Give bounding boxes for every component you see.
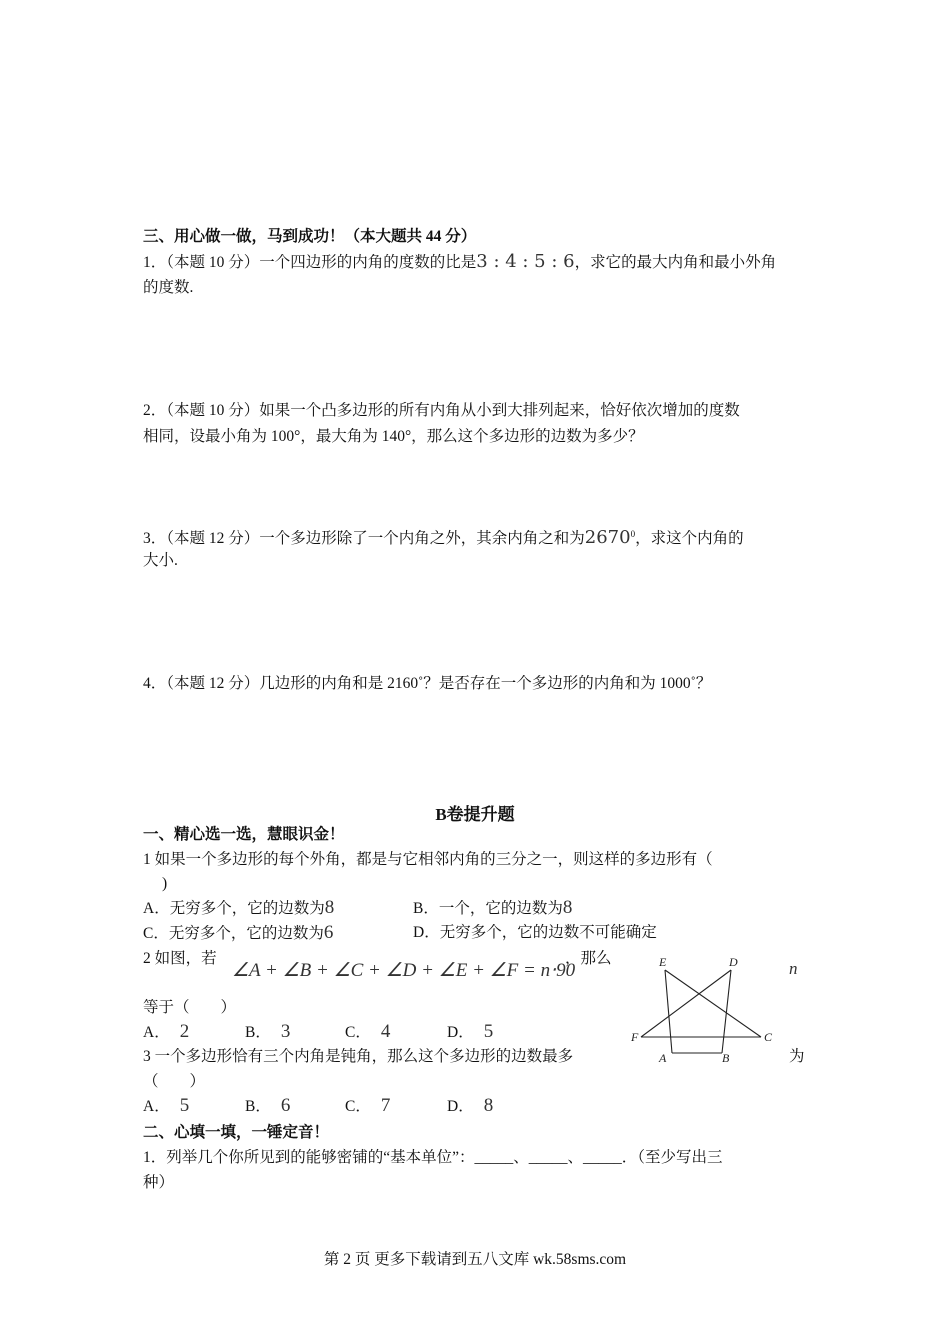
b-question-3-wei: 为	[789, 1048, 805, 1065]
segment-d-b	[722, 970, 731, 1053]
question-3-text: 3．（本题 12 分）一个多边形除了一个内角之外，其余内角之和为	[143, 530, 585, 548]
geometry-figure	[625, 950, 785, 1070]
label-c: C	[764, 1030, 773, 1044]
question-1-text: 1．（本题 10 分）一个四边形的内角的度数的比是	[143, 254, 477, 271]
b-q3-option-b: B． 6	[245, 1095, 291, 1116]
label-b: B	[722, 1051, 730, 1065]
section3-heading: 三、用心做一做，马到成功！（本大题共 44 分）	[143, 228, 477, 245]
page-footer: 第 2 页 更多下载请到五八文库 wk.58sms.com	[323, 1251, 627, 1268]
b-question-2-prefix: 2 如图，若	[143, 950, 217, 967]
b-question-1-line-1: 1 如果一个多边形的每个外角，都是与它相邻内角的三分之一，则这样的多边形有（	[143, 851, 713, 868]
b-q2-option-c: C． 4	[345, 1021, 391, 1042]
angle-sum-formula: ∠A + ∠B + ∠C + ∠D + ∠E + ∠F = n⋅90	[232, 960, 576, 981]
segment-e-c	[665, 970, 761, 1037]
degree-superscript: 0	[630, 529, 636, 539]
fill-question-1-line-2: 种）	[143, 1174, 175, 1191]
question-1-text-cont: ，求它的最大内角和最小外角	[574, 254, 777, 271]
b-q1-option-c: C．无穷多个，它的边数为6	[143, 922, 334, 943]
segment-e-a	[665, 970, 672, 1053]
question-3-line-1	[143, 523, 744, 550]
b-question-2-equals: 等于（ ）	[143, 999, 237, 1016]
section1-heading: 一、精心选一选，慧眼识金！	[143, 826, 345, 843]
b-q3-option-d: D． 8	[447, 1095, 494, 1116]
b-question-1-line-2: )	[162, 875, 168, 892]
question-1-line-1	[143, 251, 776, 274]
label-f: F	[631, 1030, 639, 1044]
b-q2-option-b: B． 3	[245, 1021, 291, 1042]
segment-d-f	[641, 970, 731, 1037]
ratio-formula: 3 : 4 : 5 : 6	[476, 251, 575, 272]
label-d: D	[729, 955, 738, 969]
b-q1-option-a: A．无穷多个，它的边数为8	[143, 897, 335, 918]
question-2-line-2: 相同，设最小角为 100°，最大角为 140°，那么这个多边形的边数为多少？	[143, 428, 644, 445]
part-b-title: B卷提升题	[435, 805, 515, 824]
b-question-3-line-2: （ ）	[143, 1073, 206, 1090]
question-2-line-1: 2．（本题 10 分）如果一个凸多边形的所有内角从小到大排列起来，恰好依次增加的度数	[143, 402, 740, 419]
question-3-text-cont: ，求这个内角的	[635, 530, 744, 548]
b-question-3-line-1: 3 一个多边形恰有三个内角是钝角，那么这个多边形的边数最多	[143, 1048, 574, 1065]
question-3-line-2: 大小.	[143, 552, 178, 569]
b-q2-option-a: A． 2	[143, 1021, 190, 1042]
question-4: 4．（本题 12 分）几边形的内角和是 2160˚？是否存在一个多边形的内角和为 1000˚？	[143, 675, 712, 692]
fill-question-1-line-1: 1．列举几个你所见到的能够密铺的“基本单位”：_____、_____、_____．（至少写出三	[143, 1149, 723, 1166]
label-a: A	[659, 1051, 667, 1065]
b-q1-option-b: B．一个，它的边数为8	[413, 897, 573, 918]
b-q1-option-d: D．无穷多个，它的边数不可能确定	[413, 924, 657, 941]
b-q3-option-c: C． 7	[345, 1095, 391, 1116]
angle-value: 2670	[584, 527, 631, 549]
question-1-line-2: 的度数.	[143, 279, 194, 296]
variable-n: n	[789, 959, 798, 978]
b-q2-option-d: D． 5	[447, 1021, 494, 1042]
b-question-2-then: ，那么	[565, 950, 612, 967]
b-q3-option-a: A． 5	[143, 1095, 190, 1116]
label-e: E	[659, 955, 667, 969]
section2-heading: 二、心填一填，一锤定音！	[143, 1124, 330, 1141]
